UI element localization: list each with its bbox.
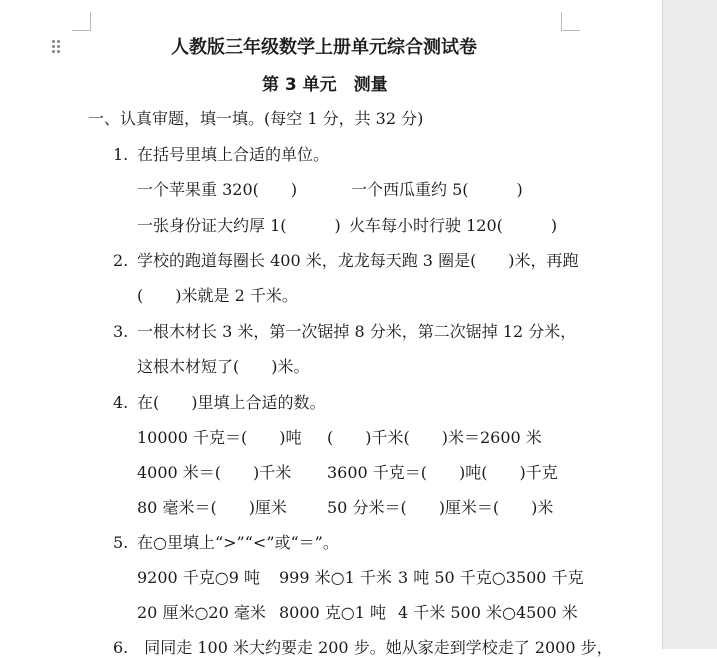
compare-item: 4 千米 500 米○4500 米 (398, 603, 578, 622)
compare-item: 20 厘米○20 毫米 (137, 603, 266, 622)
question-number: 1. (113, 145, 129, 164)
question-text: ( )米就是 2 千米。 (137, 286, 298, 305)
question-text: 在括号里填上合适的单位。 (137, 145, 330, 164)
question-number: 2. (113, 251, 129, 270)
page-corner-mark-top-right (561, 12, 580, 31)
fill-item: 10000 千克＝( )吨 (137, 428, 302, 447)
fill-item: 一个苹果重 320( ) (137, 180, 298, 199)
fill-item: 火车每小时行驶 120( ) (349, 216, 558, 235)
document-title: 人教版三年级数学上册单元综合测试卷 (171, 37, 477, 58)
compare-item: 8000 克○1 吨 (279, 603, 387, 622)
fill-item: 3600 千克＝( )吨( )千克 (327, 463, 558, 482)
fill-item: ( )千米( )米＝2600 米 (327, 428, 542, 447)
window-background-gutter (662, 0, 717, 649)
fill-item: 一张身份证大约厚 1( ) (137, 216, 341, 235)
fill-item: 50 分米＝( )厘米＝( )米 (327, 498, 554, 517)
question-text: 在( )里填上合适的数。 (137, 393, 326, 412)
fill-item: 4000 米＝( )千米 (137, 463, 292, 482)
page-corner-mark-top-left (72, 12, 91, 31)
question-text: 一根木材长 3 米，第一次锯掉 8 分米，第二次锯掉 12 分米， (137, 322, 577, 341)
compare-item: 3 吨 50 千克○3500 千克 (398, 568, 584, 587)
question-number: 3. (113, 322, 129, 341)
fill-item: 80 毫米＝( )厘米 (137, 498, 287, 517)
question-number: 5. (113, 533, 129, 552)
section-heading: 一、认真审题，填一填。(每空 1 分，共 32 分) (88, 109, 424, 128)
unit-heading: 第 3 单元 测量 (262, 75, 388, 95)
question-text-partial: 6. 同同走 100 米大约要走 200 步。她从家走到学校走了 2000 步， (113, 638, 613, 657)
fill-item: 一个西瓜重约 5( ) (351, 180, 523, 199)
question-text: 在○里填上“>”“<”或“＝”。 (137, 533, 339, 552)
question-text: 这根木材短了( )米。 (137, 357, 310, 376)
compare-item: 999 米○1 千米 (279, 568, 392, 587)
question-number: 4. (113, 393, 129, 412)
question-text: 学校的跑道每圈长 400 米，龙龙每天跑 3 圈是( )米，再跑 (137, 251, 579, 270)
compare-item: 9200 千克○9 吨 (137, 568, 261, 587)
drag-handle-icon[interactable] (52, 40, 62, 54)
